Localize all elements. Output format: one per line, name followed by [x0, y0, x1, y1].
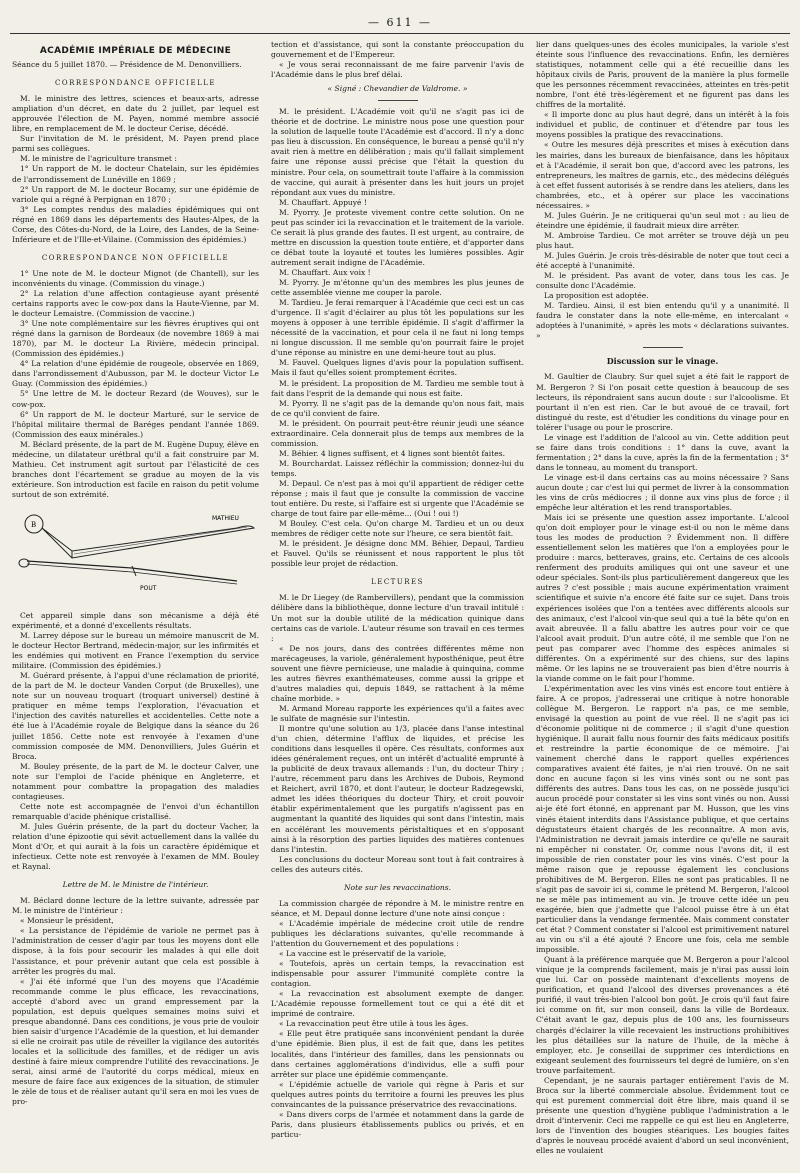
- paragraph: M. le président. On pourrait peut-être réunir jeudi une séance extraordinaire. Cela donnerait plus de temps aux membres de la commission.: [271, 418, 524, 448]
- separator: [643, 347, 683, 348]
- paragraph: Sur l'invitation de M. le président, M. Payen prend place parmi ses collègues.: [12, 134, 259, 154]
- paragraph: « Dans divers corps de l'armée et notamment dans la garde de Paris, dans plusieurs établissements publics ou privés, et en particu-: [271, 1109, 524, 1139]
- dilator-illustration: [12, 506, 259, 601]
- paragraph: M. Béclard donne lecture de la lettre suivante, adressée par M. le ministre de l'intérieur :: [12, 896, 259, 916]
- paragraph: « Elle peut être pratiquée sans inconvénient pendant la durée d'une épidémie. Bien plus, il est de fait que, dans les petites localités, dans l'intérieur des familles, dans les pensionnats ou dans certaines agglomérations d'individus, elle a suffi pour arrêter sur place une épidémie commençante.: [271, 1029, 524, 1079]
- svg-text:B: B: [31, 520, 37, 529]
- paragraph: M. Ambroise Tardieu. Ce mot arrêter se trouve déjà un peu plus haut.: [536, 230, 789, 250]
- paragraph: « Je vous serai reconnaissant de me faire parvenir l'avis de l'Académie dans le plus bref délai.: [271, 60, 524, 80]
- paragraph: Le vinage est-il dans certains cas au moins nécessaire ? Sans aucun doute ; car c'est lui qui permet de livrer à la consommation les vins de crûs médiocres ; il donne aux vins plus de force ; il empêche leur altération et les rend transportables.: [536, 472, 789, 513]
- paragraph: 2° La relation d'une affection contagieuse ayant présenté certains rapports avec le cow-pox dans la Haute-Vienne, par M. le docteur Lemaistre. (Commission de vaccine.): [12, 288, 259, 319]
- paragraph: « La persistance de l'épidémie de variole ne permet pas à l'administration de cesser d'agir par tous les moyens dont elle dispose, à la fois pour secourir les malades à qui elle doit l'assistance, et pour prévenir autant que cela est possible à arrêter les progrès du mal.: [12, 926, 259, 976]
- paragraph: Le vinage est l'addition de l'alcool au vin. Cette addition peut se faire dans trois conditions : 1° dans la cuve, avant la fermentation ; 2° dans la cuve, après la fin de la fermentation ; 3° dans le tonneau, au moment du transport.: [536, 432, 789, 472]
- paragraph: M. Chauffart. Aux voix !: [279, 267, 371, 277]
- paragraph: lier dans quelques-unes des écoles municipales, la variole s'est éteinte sous l'influence des revaccinations. Enfin, les dernières statistiques, notamment celle qui a été recueillie dans les hôpitaux civils de Paris, prouvent de la manière la plus formelle que les personnes récemment revaccinées, atteintes en très-petit nombre, l'ont été très-légèrement et ne figurent pas dans les chiffres de la mortalité.: [536, 40, 789, 110]
- paragraph: « Toutefois, après un certain temps, la revaccination est indispensable pour assurer l'immunité complète contre la contagion.: [271, 959, 524, 989]
- dilator-drawing: [12, 506, 259, 601]
- paragraph: Cet appareil simple dans son mécanisme a déjà été expérimenté, et a donné d'excellents résultats.: [12, 610, 259, 631]
- heading-corr-non-officielle: CORRESPONDANCE NON OFFICIELLE: [41, 253, 230, 262]
- paragraph: La proposition est adoptée.: [544, 291, 649, 301]
- paragraph: M. Fauvel. Quelques lignes d'avis pour la population suffisent. Mais il faut qu'elles soient promptement écrites.: [271, 358, 524, 378]
- paragraph: Les conclusions du docteur Moreau sont tout à fait contraires à celles des auteurs cités.: [271, 854, 524, 874]
- paragraph: M. Guérard présente, à l'appui d'une réclamation de priorité, de la part de M. le docteur Vanden Corput (de Bruxelles), une note sur un nouveau troquart (troquart universel) destiné à pratiquer en même temps l'exploration, l'évacuation et l'injection des cavités naturelles et accidentelles. Cette note a été lue à l'Académie royale de Belgique dans la séance du 26 juillet 1856. Cette note est renvoyée à l'examen d'une commission composée de MM. Denonvilliers, Jules Guérin et Broca.: [12, 671, 259, 761]
- signature-line: « Signé : Chevandier de Valdrome. »: [327, 84, 468, 94]
- paragraph: M. le ministre des lettres, sciences et beaux-arts, adresse ampliation d'un décret, en date du 2 juillet, par lequel est approuvée l'élection de M. Payen, nommé membre associé libre, en remplacement de M. le docteur Cerise, décédé.: [12, 94, 259, 134]
- separator: [378, 100, 418, 101]
- paragraph: Il montre qu'une solution au 1/3, placée dans l'anse intestinal d'un chien, détermine l'afflux de liquides, et précise les conditions dans lesquelles il opère. Ces résultats, conformes aux idées généralement reçues, ont un intérêt d'actualité emprunté à la publicité de deux travaux allemands : l'un, du docteur Thiry ; l'autre, récemment paru dans les Archives de Dubois, Reymond et Reichert, avril 1870, et dont l'auteur, le docteur Radzegewski, admet les idées théoriques du docteur Thiry, et croit pouvoir établir expérimentalement que les purgatifs n'agissent pas en augmentant la quantité des liquides qui sont dans l'intestin, mais en accélérant les mouvements péristaltiques et en s'opposant ainsi à la résorption des parties liquides des matières contenues dans l'intestin.: [271, 724, 524, 854]
- seance-line: Séance du 5 juillet 1870. — Présidence de M. Denonvilliers.: [12, 60, 242, 70]
- paragraph: M. Bouley présente, de la part de M. le docteur Calver, une note sur l'emploi de l'acide phénique en Angleterre, et notamment pour combattre la propagation des maladies contagieuses.: [12, 761, 259, 801]
- paragraph: M. Depaul. Ce n'est pas à moi qu'il appartient de rédiger cette réponse ; mais il faut que je consulte la commission de vaccine tout entière. Du reste, si l'affaire est si urgente que l'Académie se charge de tout faire par elle-même... (Oui ! oui !): [271, 478, 524, 519]
- paragraph: M. le président. L'Académie voit qu'il ne s'agit pas ici de théorie et de doctrine. Le ministre nous pose une question pour la solution de laquelle toute l'Académie est d'accord. Il n'y a donc pas lieu à discussion. En conséquence, le bureau a pensé qu'il n'y avait rien à mettre en délibération ; mais qu'il fallait simplement faire une réponse aussi précise que l'était la question du ministre. Pour cela, on soumettrait toute l'affaire à la commission de vaccine, qui aurait à présenter dans les huit jours un projet répondant aux vues du ministre.: [271, 107, 524, 197]
- paragraph: Cette note est accompagnée de l'envoi d'un échantillon remarquable d'acide phénique cristallisé.: [12, 801, 259, 821]
- paragraph: 5° Une lettre de M. le docteur Rezard (de Wouves), sur le cow-pox.: [12, 389, 259, 409]
- fig-label-maker: MATHIEU: [212, 514, 239, 522]
- column-1: [12, 40, 259, 1165]
- paragraph: M. le président. La proposition de M. Tardieu me semble tout à fait dans l'esprit de la demande qui nous est faite.: [271, 378, 524, 398]
- heading-revaccinations: Note sur les revaccinations.: [343, 882, 452, 892]
- paragraph: M. Tardieu. Je ferai remarquer à l'Académie que ceci est un cas d'urgence. Il s'agit d'éclairer au plus tôt les populations sur les moyens à opposer à une terrible épidémie. Il s'agit d'affirmer la nécessité de la vaccination, et pour cela il ne faut ni long temps ni longue discussion. Il me semble qu'on pourrait faire le projet d'une réponse au ministre en une demi-heure tout au plus.: [271, 298, 524, 358]
- paragraph: Quant à la préférence marquée que M. Bergeron a pour l'alcool vinique je la comprends facilement, mais je n'irai pas aussi loin que lui. Car on possède maintenant d'excellents moyens de purification, et quand l'alcool des diverses provenances a été purifié, il vaut très-bien l'alcool bon goût. Je crois qu'il faut faire ici comme on fit, sur mon conseil, dans la ville de Bordeaux. C'était avant le gaz, depuis plus de 100 ans, les fournisseurs chargés d'éclairer la ville recevaient les instructions prohibitives les plus détaillées sur la nature de l'huile, de la mèche à employer, etc. Je conseillai de supprimer ces interdictions en exigeant seulement des fournisseurs tel degré de lumière, on s'en trouve parfaitement.: [536, 955, 789, 1075]
- paragraph: « Monsieur le président,: [20, 916, 114, 926]
- paragraph: M. Gaultier de Claubry. Sur quel sujet a été fait le rapport de M. Bergeron ? Si l'on posait cette question à beaucoup de ses lecteurs, ils répondraient sans aucun doute : sur l'alcoolisme. Et pourtant il n'en est rien. Car le but avoué de ce travail, fort distingué du reste, est d'étudier les conditions du vinage pour en tolérer l'usage ou pour le proscrire.: [536, 372, 789, 432]
- header-rule: [10, 33, 790, 34]
- paragraph: M. Chauffart. Appuyé !: [279, 197, 367, 207]
- paragraph: M. Jules Guérin présente, de la part du docteur Vacher, la relation d'une épizootie qui sévit actuellement dans la vallée du Mont d'Or, et qui aurait à la fois un caractère épidémique et infectieux. Cette note est renvoyée à l'examen de MM. Bouley et Raynal.: [12, 821, 259, 872]
- paragraph: M. Béclard présente, de la part de M. Eugène Dupuy, élève en médecine, un dilatateur urétbral qu'il a fait construire par M. Mathieu. Cet instrument agit surtout par l'élasticité de ces branches dont l'écartement se gradue au moyen de la vis extérieure. Son introduction est facile en raison du petit volume surtout de son extrémité.: [12, 439, 259, 499]
- paragraph: 4° La relation d'une épidémie de rougeole, observée en 1869, dans l'arrondissement d'Aubusson, par M. le docteur Victor Le Guay. (Commission des épidémies.): [12, 359, 259, 389]
- paragraph: 6° Un rapport de M. le docteur Marturé, sur le service de l'hôpital militaire thermal de Baréges pendant l'année 1869. (Commission des eaux minérales.): [12, 409, 259, 439]
- paragraph: « Outre les mesures déjà prescrites et mises à exécution dans les mairies, dans les bureaux de bienfaisance, dans les hôpitaux et à l'Académie, il serait bon que, d'accord avec les patrons, les entrepreneurs, les maîtres de garnis, etc., des médecins délégués à cet effet fussent autorisés à se rendre dans les ateliers, dans les chambrées, etc., et à opérer sur place les vaccinations nécessaires. »: [536, 140, 789, 210]
- paragraph: « J'ai été informé que l'un des moyens que l'Académie recommande comme le plus efficace, les revaccinations, accepté d'abord avec un grand empressement par la population, est depuis quelques semaines moins suivi et presque abandonné. Dans ces conditions, je vous prie de vouloir bien saisir d'urgence l'Académie de la question, et lui demander si elle ne croirait pas utile de réveiller la vigilance des autorités locales et la sollicitude des familles, et de rédiger un avis destiné à faire mieux comprendre l'utilité des revaccinations. Je serai, ainsi armé de l'autorité du corps médical, mieux en mesure de faire face aux exigences de la situation, de stimuler le zèle de tous et de réaliser autant qu'il sera en moi les vues de pro-: [12, 976, 259, 1107]
- paragraph: M. Armand Moreau rapporte les expériences qu'il a faites avec le sulfate de magnésie sur l'intestin.: [271, 703, 524, 723]
- paragraph: M. Béhier. 4 lignes suffisent, et 4 lignes sont bientôt faites.: [279, 448, 505, 458]
- heading-lectures: LECTURES: [371, 578, 424, 587]
- column-2: [271, 40, 524, 1165]
- paragraph: M. le ministre de l'agriculture transmet :: [20, 154, 177, 164]
- paragraph: M. Pyorry. Je m'étonne qu'un des membres les plus jeunes de cette assemblée vienne me couper la parole.: [271, 278, 524, 298]
- section-title: ACADÉMIE IMPÉRIALE DE MÉDECINE: [39, 46, 232, 56]
- column-3: [536, 40, 789, 1165]
- heading-vinage: Discussion sur le vinage.: [606, 356, 719, 367]
- paragraph: M. le Dr Liegey (de Rambervillers), pendant que la commission délibère dans la bibliothèque, donne lecture d'un travail intitulé : Un mot sur la double utilité de la médication quinique dans certains cas de variole. L'auteur résume son travail en ces termes :: [271, 593, 524, 643]
- page-number: — 611 —: [368, 16, 432, 29]
- paragraph: M Bouley. C'est cela. Qu'on charge M. Tardieu et un ou deux membres de rédiger cette note sur l'heure, ce sera bientôt fait.: [271, 519, 524, 539]
- paragraph: M. Tardieu. Ainsi, il est bien entendu qu'il y a unanimité. Il faudra le constater dans la note elle-même, en intercalant « adoptées à l'unanimité, » après les mots « déclarations suivantes. »: [536, 301, 789, 341]
- heading-lettre-ministre: Lettre de M. le Ministre de l'intérieur.: [62, 880, 209, 890]
- paragraph: L'expérimentation avec les vins vinés est encore tout entière à faire. A ce propos, j'adresserai une critique à notre honorable collègue M. Bergeron. Le rapport n'a pas, ce me semble, envisagé la question au point de vue réel. Il ne s'agit pas ici d'économie politique ni de commerce ; il s'agit d'une question hygiénique. Il aurait fallu nous fournir des faits médicaux positifs et restreindre la partie économique de ce mémoire. J'ai vainement cherché dans le rapport quelles expériences comparatives avaient été faites, je n'ai rien trouvé. On ne sait donc en aucune façon si les vins vinés sont ou ne sont pas différents des autres. Dans tous les cas, on ne possède jusqu'ici aucun procédé pour constater si les vins sont vinés ou non. Aussi ai-je été fort étonné, en apprenant par M. Husson, que les vins vinés étaient interdits dans l'Assistance publique, et que certains dégustateurs étaient chargés de les reconnaître. A mon avis, l'Administration ne devrait jamais interdire ce qu'elle ne saurait ni empêcher ni constater. Or, comme nous l'avons dit, il est impossible de rien constater pour les vins vinés. C'est pour la même raison que je repousse également les conclusions prohibitives de M. Bergeron. Elles ne sont pas praticables. Il ne s'agit pas de savoir ici si, comme le prétend M. Bergeron, l'alcool ne se mêle pas intimement au vin. Je trouve cette idée un peu exagérée, bien que j'admette que l'alcool puisse être à un état particulier dans la vendange fermentée. Mais comment constater cet état ? Comment constater si l'alcool est primitivement naturel au vin ou s'il a été ajouté ? Encore une fois, cela me semble impossible.: [536, 683, 789, 955]
- paragraph: 1° Un rapport de M. le docteur Chatelain, sur les épidémies de l'arrondissement de Lunéville en 1869 ;: [12, 164, 259, 184]
- paragraph: 1° Une note de M. le docteur Mignot (de Chantell), sur les inconvénients du vinage. (Commission du vinage.): [12, 268, 259, 288]
- paragraph: « L'Académie impériale de médecine croit utile de rendre publiques les déclarations suivantes, qu'elle recommande à l'attention du Gouvernement et des populations :: [271, 918, 524, 948]
- paragraph: M. Jules Guérin. Je ne critiquerai qu'un seul mot : au lieu de éteindre une épidémie, il faudrait mieux dire arrêter.: [536, 210, 789, 230]
- paragraph: « La vaccine est le préservatif de la variole,: [279, 949, 447, 959]
- paragraph: M. Pyorry. Il ne s'agit pas de la demande qu'on nous fait, mais de ce qu'il convient de faire.: [271, 398, 524, 418]
- paragraph: Cependant, je ne saurais partager entièrement l'avis de M. Broca sur la liberté commerciale absolue. Évidemment tout ce qui est purement commercial doit être libre, mais quand il se présente une question d'hygiène publique l'administration a le droit d'intervenir. Ceci me rappelle ce qui est lieu en Angleterre, lors de l'invention des bougies stéariques. Les bougies faites d'après le nouveau procédé avaient d'abord un seul inconvénient, elles ne voulaient: [536, 1075, 789, 1156]
- paragraph: M. Larrey dépose sur le bureau un mémoire manuscrit de M. le docteur Hector Bertrand, médecin-major, sur les infirmités et les endémies qui motivent en France l'exemption du service militaire. (Commission des épidémies.): [12, 631, 259, 671]
- paragraph: La commission chargée de répondre à M. le ministre rentre en séance, et M. Depaul donne lecture d'une note ainsi conçue :: [271, 898, 524, 918]
- paragraph: « Il importe donc au plus haut degré, dans un intérêt à la fois individuel et public, de continuer et d'étendre par tous les moyens possibles la pratique des revaccinations.: [536, 110, 789, 140]
- paragraph: M. Pyorry. Je proteste vivement contre cette solution. On ne peut pas scinder ici la revaccination et le traitement de la variole. Ce serait là plus grande des fautes. Il est urgent, au contraire, de mettre en discussion la question toute entière, et d'apporter dans ce débat toute la loyauté et toutes les lumières possibles. Agir autrement serait indigne de l'Académie.: [271, 207, 524, 267]
- paragraph: tection et d'assistance, qui sont la constante préoccupation du gouvernement et de l'Empereur.: [271, 40, 524, 60]
- paragraph: « La revaccination est absolument exempte de danger. L'Académie repousse formellement tout ce qui a été dit et imprimé de contraire.: [271, 989, 524, 1019]
- paragraph: 3° Les comptes rendus des maladies épidémiques qui ont régné en 1869 dans les départements des Hautes-Alpes, de la Corse, des Côtes-du-Nord, de la Loire, des Landes, de la Seine-Inférieure et de l'Ille-et-Vilaine. (Commission des épidémies.): [12, 204, 259, 244]
- paragraph: « De nos jours, dans des contrées différentes même non marécageuses, la variole, généralement hyposthénique, peut être souvent une fièvre pernicieuse, une maladie à quinquina, comme les autres fièvres exanthémateuses, comme aussi la grippe et d'autres maladies qui, depuis 1849, se rattachent à la même chaîne morbide. »: [271, 643, 524, 703]
- paragraph: M. le président. Je désigne donc MM. Béhier, Depaul, Tardieu et Fauvel. Qu'ils se réunissent et nous rapportent le plus tôt possible leur projet de rédaction.: [271, 539, 524, 569]
- fig-label-pout: POUT: [140, 584, 157, 592]
- paragraph: M. le président. Pas avant de voter, dans tous les cas. Je consulte donc l'Académie.: [536, 271, 789, 291]
- paragraph: « L'épidémie actuelle de variole qui règne à Paris et sur quelques autres points du territoire a fourni les preuves les plus convaincantes de la puissance préservatrice des revaccinations.: [271, 1079, 524, 1109]
- paragraph: M. Jules Guérin. Je crois très-désirable de noter que tout ceci a été accepté à l'unanimité.: [536, 250, 789, 271]
- paragraph: « La revaccination peut être utile à tous les âges.: [279, 1019, 469, 1029]
- heading-corr-officielle: CORRESPONDANCE OFFICIELLE: [55, 79, 216, 88]
- paragraph: Mais ici se présente une question assez importante. L'alcool qu'on doit employer pour le vinage est-il ou non le même dans tous les modes de production ? Évidemment non. Il diffère essentiellement selon les matières que l'on a employées pour le produire : marcs, betteraves, grains, etc. Certains de ces alcools renferment des produits amiliques qui ont une saveur et une odeur spéciales. Sont-ils plus particulièrement dangereux que les autres ? c'est possible ; mais aucune expérimentation vraiment scientifique et suivie n'a encore été faite sur ce sujet. Dans trois expériences isolées que l'on a tentées avec différents alcools sur des animaux, c'est l'alcool vin-que seul qui a tué la bête qu'on en avait abreuvée. Il a fallu abattre les autres pour voir ce que l'alcool avait produit. D'un autre côté, il me semble que l'on ne peut pas comparer avec l'homme des espèces animales si différentes. On a expérimenté sur des chiens, sur des lapins même. Or les lapins ne se trouveraient pas bien d'être nourris à la viande comme on le fait pour l'homme.: [536, 513, 789, 683]
- paragraph: 2° Un rapport de M. le docteur Bocamy, sur une épidémie de variole qui a régné à Perpignan en 1870 ;: [12, 184, 259, 204]
- paragraph: 3° Une note complémentaire sur les fièvres éruptives qui ont régné dans la garnison de Bordeaux (de novembre 1869 à mai 1870), par M. le docteur La Rivière, médecin principal. (Commission des épidémies.): [12, 319, 259, 359]
- paragraph: M. Bourchardat. Laissez réfléchir la commission; donnez-lui du temps.: [271, 458, 524, 478]
